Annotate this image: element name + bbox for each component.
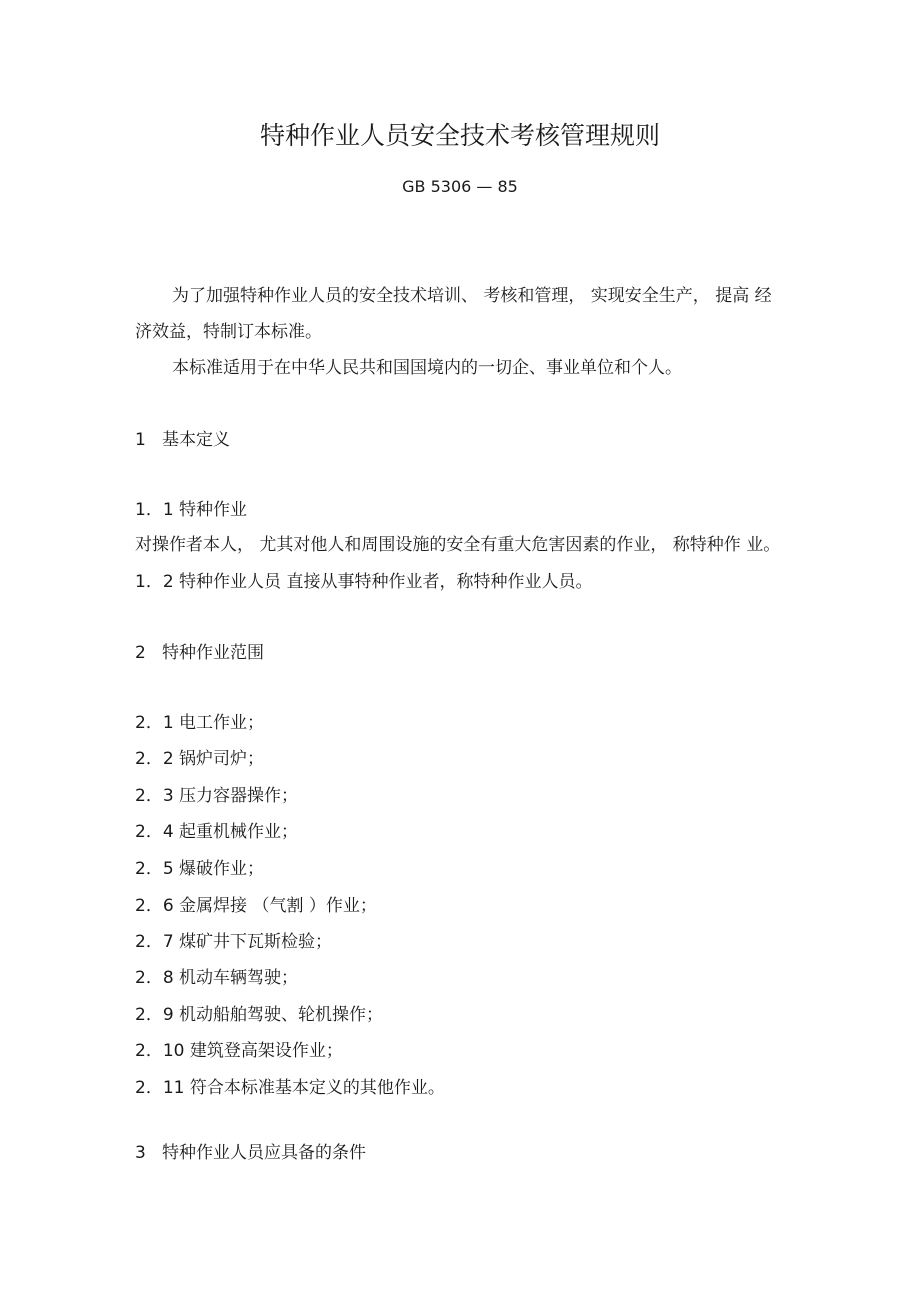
section-title: 特种作业人员应具备的条件 (162, 1143, 366, 1163)
section-title: 基本定义 (162, 430, 230, 450)
list-item: 2．11 符合本标准基本定义的其他作业。 (135, 1078, 445, 1098)
subsection-1-1-text: 对操作者本人， 尤其对他人和周围设施的安全有重大危害因素的作业， 称特种作 业。 (135, 535, 781, 555)
list-item: 2．8 机动车辆驾驶； (135, 968, 299, 988)
section-3-heading (135, 1141, 795, 1165)
standard-code: GB 5306 — 85 (402, 177, 518, 196)
section-number: 2 (135, 643, 146, 663)
intro-paragraph-1-line-1: 为了加强特种作业人员的安全技术培训、 考核和管理， 实现安全生产， 提高 经 (172, 286, 772, 306)
list-item: 2．5 爆破作业； (135, 859, 265, 879)
section-1-heading (135, 428, 795, 452)
subsection-1-2: 1．2 特种作业人员 直接从事特种作业者，称特种作业人员。 (135, 572, 593, 592)
document-title: 特种作业人员安全技术考核管理规则 (259, 121, 660, 150)
list-item: 2．3 压力容器操作； (135, 786, 299, 806)
section-number: 3 (135, 1143, 146, 1163)
intro-paragraph-2: 本标准适用于在中华人民共和国国境内的一切企、事业单位和个人。 (172, 358, 682, 378)
section-2-heading (135, 641, 795, 665)
list-item: 2．1 电工作业； (135, 713, 265, 733)
list-item: 2．9 机动船舶驾驶、轮机操作； (135, 1005, 384, 1025)
list-item: 2．7 煤矿井下瓦斯检验； (135, 932, 333, 952)
list-item: 2．10 建筑登高架设作业； (135, 1041, 343, 1061)
list-item: 2．6 金属焊接 （气割 ）作业； (135, 896, 377, 916)
section-title: 特种作业范围 (162, 643, 264, 663)
subsection-1-1-heading: 1．1 特种作业 (135, 500, 248, 520)
list-item: 2．2 锅炉司炉； (135, 749, 265, 769)
intro-paragraph-1-line-2: 济效益，特制订本标准。 (135, 322, 322, 342)
list-item: 2．4 起重机械作业； (135, 822, 299, 842)
section-number: 1 (135, 430, 146, 450)
